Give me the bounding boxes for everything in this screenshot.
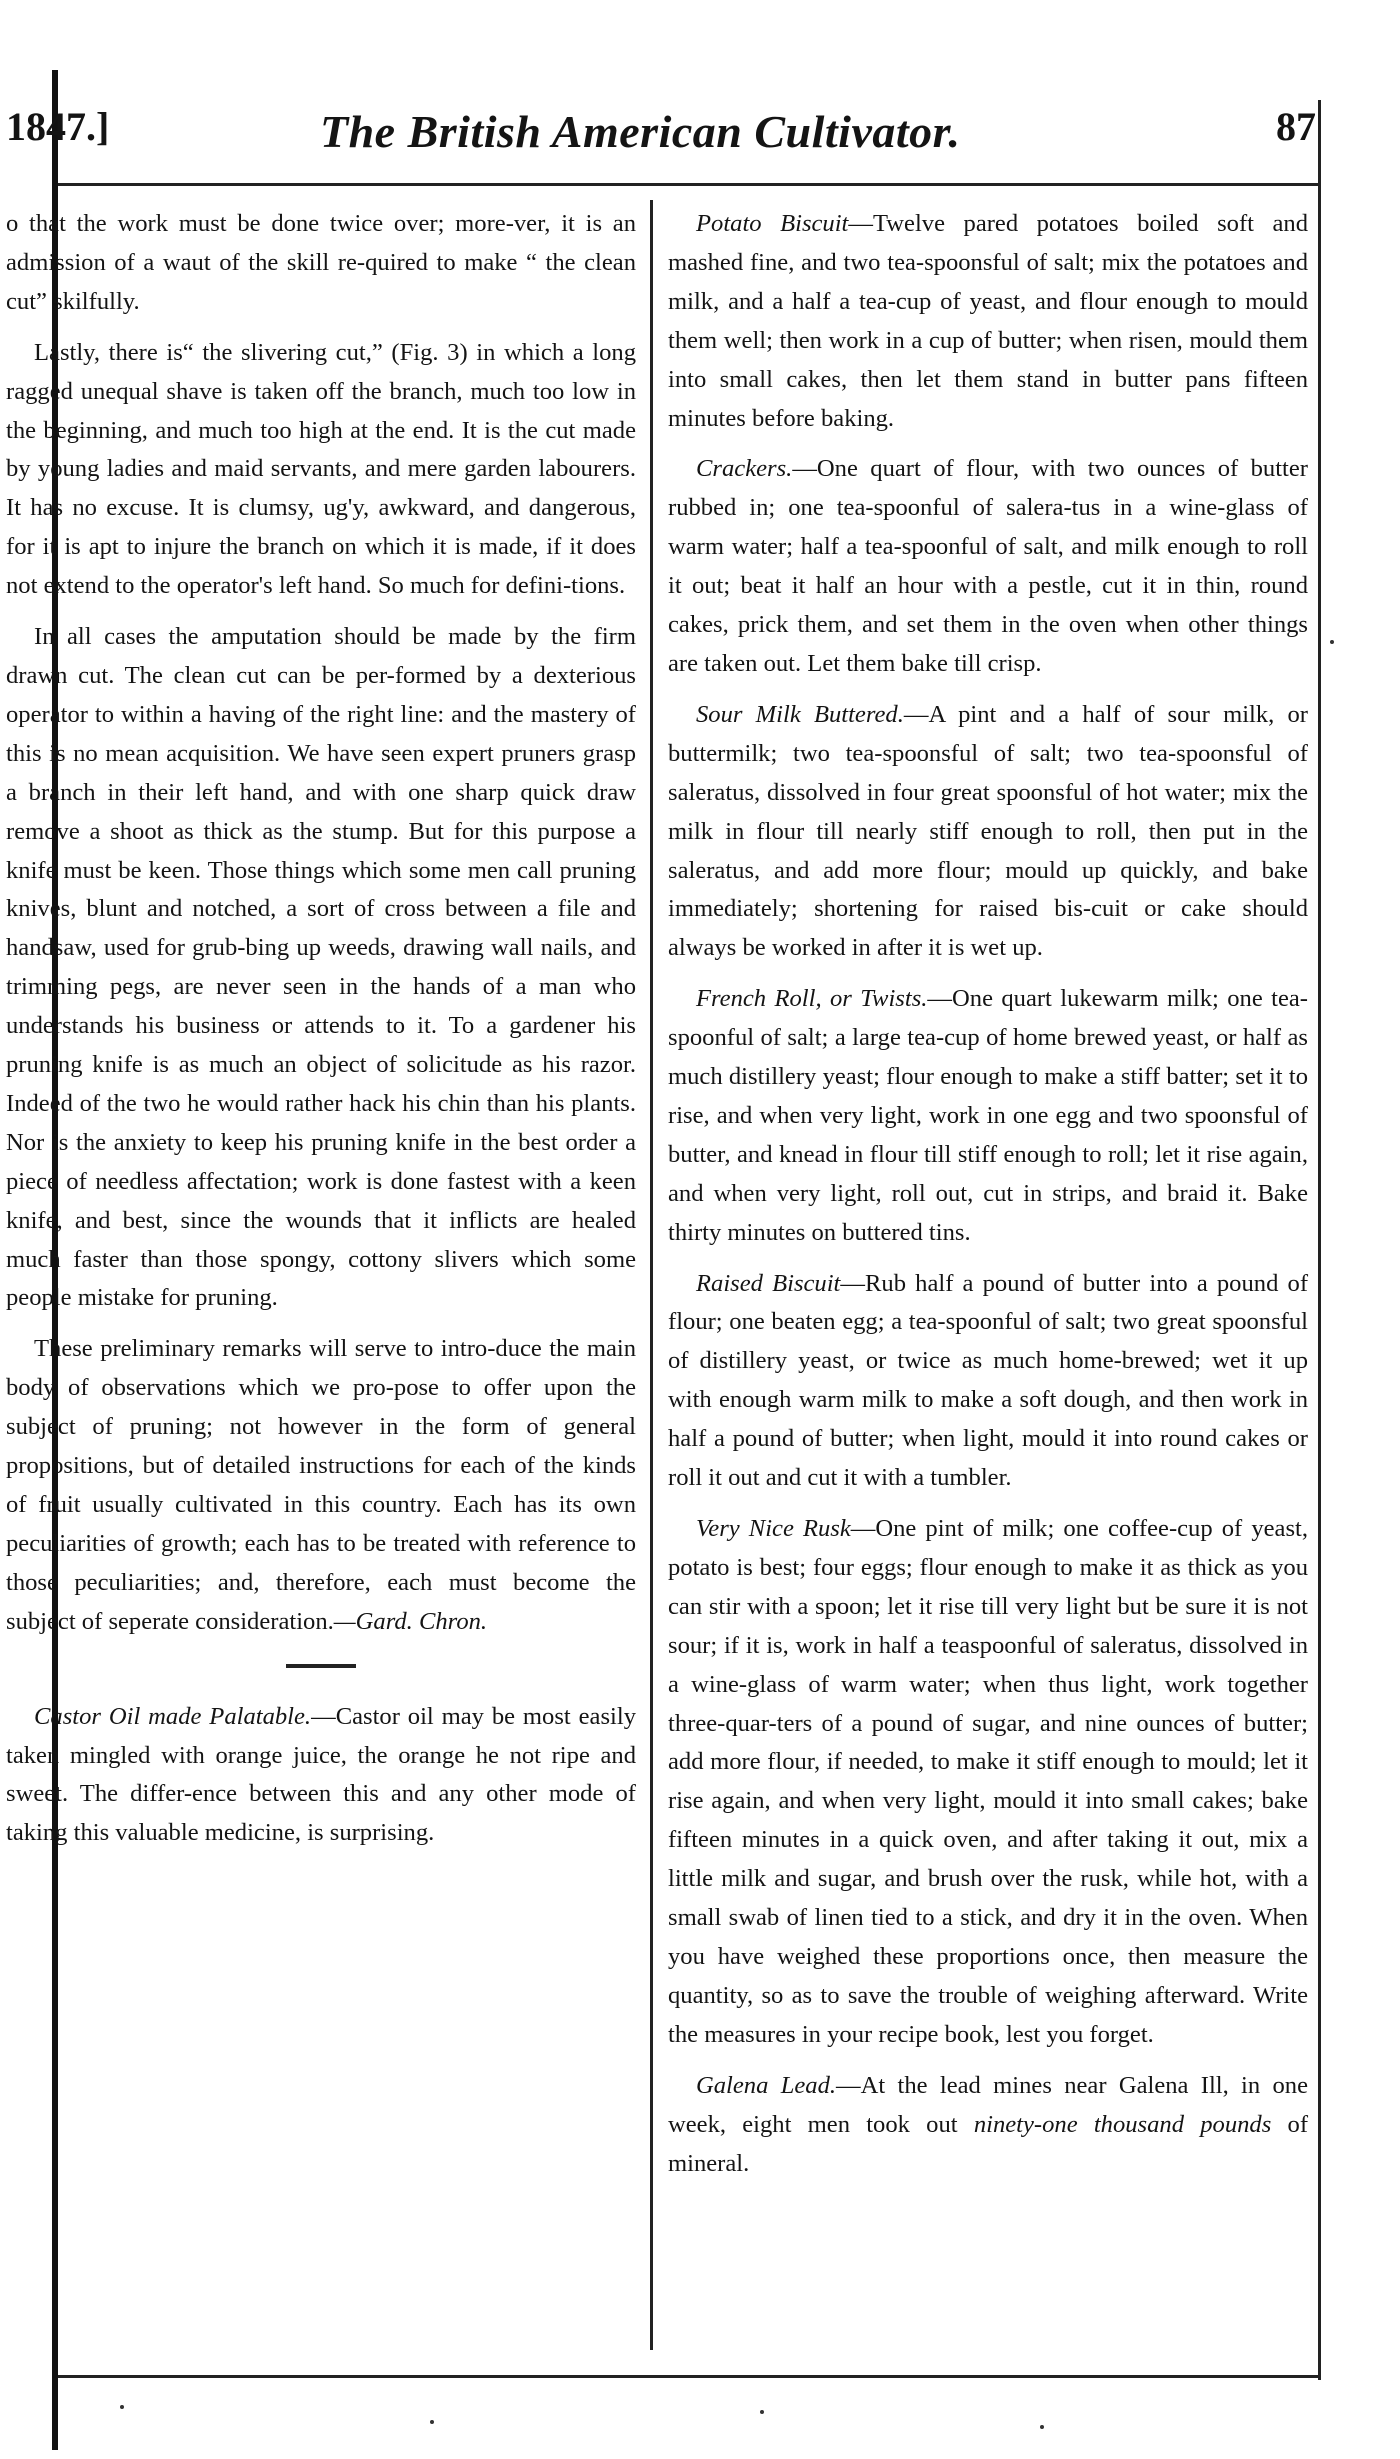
recipe-paragraph — [668, 696, 1308, 968]
publication-title: The British American Cultivator. — [320, 106, 961, 157]
header-rule — [58, 183, 1321, 186]
recipe-paragraph — [668, 980, 1308, 1252]
print-speck — [760, 2410, 764, 2414]
recipe-body: —Rub half a pound of butter into a pound of flour; one beaten egg; a tea-spoonful of salt; two great spoonsful of distillery yeast, or twice as much home-brewed; wet it up with enough warm milk to make a soft dough, and then work in half a pound of butter; when light, mould it into round cakes or roll it out and cut it with a tumbler. — [668, 1269, 1309, 1492]
recipe-heading: Sour Milk Buttered. — [696, 700, 904, 728]
recipe-heading: Crackers. — [696, 455, 793, 483]
recipe-body: —One quart lukewarm milk; one tea-spoonful of salt; a large tea-cup of home brewed yeast, or half as much distillery yeast; flour enough to make a stiff batter; set it to rise, and when very light, work in one egg and two spoonsful of butter, and knead in flour till stiff enough to roll; let it rise again, and when very light, roll out, cut in strips, and braid it. Bake thirty minutes on buttered tins. — [668, 985, 1308, 1246]
right-column — [668, 205, 1308, 2195]
paragraph-tail: of mineral. — [668, 2110, 1309, 2177]
recipe-body: —One quart of flour, with two ounces of butter rubbed in; one tea-spoonful of salera-tus in a wine-glass of warm water; half a tea-spoonful of salt, and milk enough to roll it out; beat it half an hour with a pestle, cut it in thin, round cakes, prick them, and set them in the oven when other things are taken out. Let them bake till crisp. — [668, 455, 1308, 677]
recipe-paragraph — [668, 450, 1308, 683]
recipe-heading: French Roll, or Twists. — [696, 985, 928, 1013]
recipe-paragraph — [668, 205, 1308, 438]
item-heading: Castor Oil made Palatable. — [34, 1702, 312, 1730]
print-speck — [1330, 640, 1334, 644]
recipe-heading: Very Nice Rusk — [696, 1515, 851, 1542]
page-header — [0, 95, 1320, 175]
header-year: 1847.] — [6, 104, 110, 149]
page-frame-right — [1318, 100, 1321, 2380]
recipe-heading: Potato Biscuit — [696, 210, 849, 237]
print-speck — [430, 2420, 434, 2424]
recipe-paragraph — [668, 1510, 1308, 2055]
news-paragraph — [668, 2067, 1308, 2184]
paragraph-body: These preliminary remarks will serve to intro-duce the main body of observations which we pro-pose to offer upon the subject of pruning; not however in the form of general propositions, but of detailed instructions for each of the kinds of fruit usually cultivated in this country. Each has its own peculiarities of growth; each has to be treated with reference to those peculiarities; and, therefore, each must become the subject of seperate consideration. — [6, 1335, 636, 1635]
item-heading: Galena Lead. — [696, 2071, 837, 2099]
print-speck — [1040, 2425, 1044, 2429]
recipe-body: —Twelve pared potatoes boiled soft and mashed fine, and two tea-spoonsful of salt; mix the potatoes and milk, and a half a tea-cup of yeast, and flour enough to mould them well; then work in a cup of butter; when risen, mould them into small cakes, then let them stand in butter pans fifteen minutes before baking. — [668, 210, 1308, 432]
article-paragraph: Lastly, there is“ the slivering cut,” (Fig. 3) in which a long ragged unequal shave is taken off the branch, much too low in the beginning, and much too high at the end. It is the cut made by young ladies and maid servants, and mere garden labourers. It has no excuse. It is clumsy, ug'y, awkward, and dangerous, for it is apt to injure the branch on which it is made, if it does not extend to the operator's left hand. So much for defini-tions. — [6, 338, 636, 600]
paragraph-body: —At the lead mines near Galena Ill, in one week, eight men took out — [668, 2071, 1308, 2138]
article-paragraph — [6, 1330, 636, 1641]
section-separator — [286, 1664, 356, 1668]
page-frame-bottom — [58, 2375, 1321, 2378]
recipe-body: —A pint and a half of sour milk, or buttermilk; two tea-spoonsful of salt; two tea-spoonsful of saleratus, dissolved in four great spoonsful of hot water; mix the milk in flour till nearly stiff enough to roll, then put in the saleratus, and add more flour; mould up quickly, and bake immediately; shortening for raised bis-cuit or cake should always be worked in after it is wet up. — [668, 700, 1308, 962]
column-divider — [650, 200, 653, 2350]
left-column — [6, 205, 636, 1865]
page-number: 87 — [1276, 104, 1316, 149]
recipe-heading: Raised Biscuit — [696, 1269, 841, 1297]
print-speck — [120, 2405, 124, 2409]
article-paragraph: In all cases the amputation should be made by the firm drawn cut. The clean cut can be per-formed by a dexterious operator to within a having of the right line: and the mastery of this is no mean acquisition. We have seen expert pruners grasp a branch in their left hand, and with one sharp quick draw remove a shoot as thick as the stump. But for this purpose a knife must be keen. Those things which some men call pruning knives, blunt and notched, a sort of cross between a file and handsaw, used for grub-bing up weeds, drawing wall nails, and trimming pegs, are never seen in the hands of a man who understands his business or attends to it. To a gardener his pruning knife is as much an object of solicitude as his razor. Indeed of the two he would rather hack his chin than his plants. Nor is the anxiety to keep his pruning knife in the best order a piece of needless affectation; work is done fastest with a keen knife, and best, since the wounds that it inflicts are healed much faster than those spongy, cottony slivers which some people mistake for pruning. — [6, 623, 636, 1312]
emphasis-text: ninety-one thousand pounds — [973, 2110, 1272, 2138]
article-paragraph — [6, 1698, 636, 1854]
recipe-body: —One pint of milk; one coffee-cup of yeast, potato is best; four eggs; flour enough to make it as thick as you can stir with a spoon; let it rise till very light but be sure it is not sour; if it is, work in half a teaspoonful of saleratus, dissolved in a wine-glass of warm water; when thus light, work together three-quar-ters of a pound of sugar, and nine ounces of butter; add more flour, if needed, to make it stiff enough to mould; let it rise again, and when very light, mould it into small cakes; bake fifteen minutes in a quick oven, and after taking it out, mix a little milk and sugar, and brush over the rusk, while hot, with a small swab of linen tied to a stick, and dry it in the oven. When you have weighed these proportions once, then measure the quantity, so as to save the trouble of weighing afterward. Write the measures in your recipe book, lest you forget. — [668, 1515, 1308, 2048]
source-credit: —Gard. Chron. — [333, 1607, 488, 1635]
recipe-paragraph — [668, 1265, 1308, 1498]
article-paragraph: o that the work must be done twice over; more-ver, it is an admission of a waut of the skill re-quired to make “ the clean cut” skilfully. — [6, 210, 636, 315]
paragraph-body: —Castor oil may be most easily taken mingled with orange juice, the orange he not ripe and sweet. The differ-ence between this and any other mode of taking this valuable medicine, is surprising. — [6, 1702, 637, 1847]
